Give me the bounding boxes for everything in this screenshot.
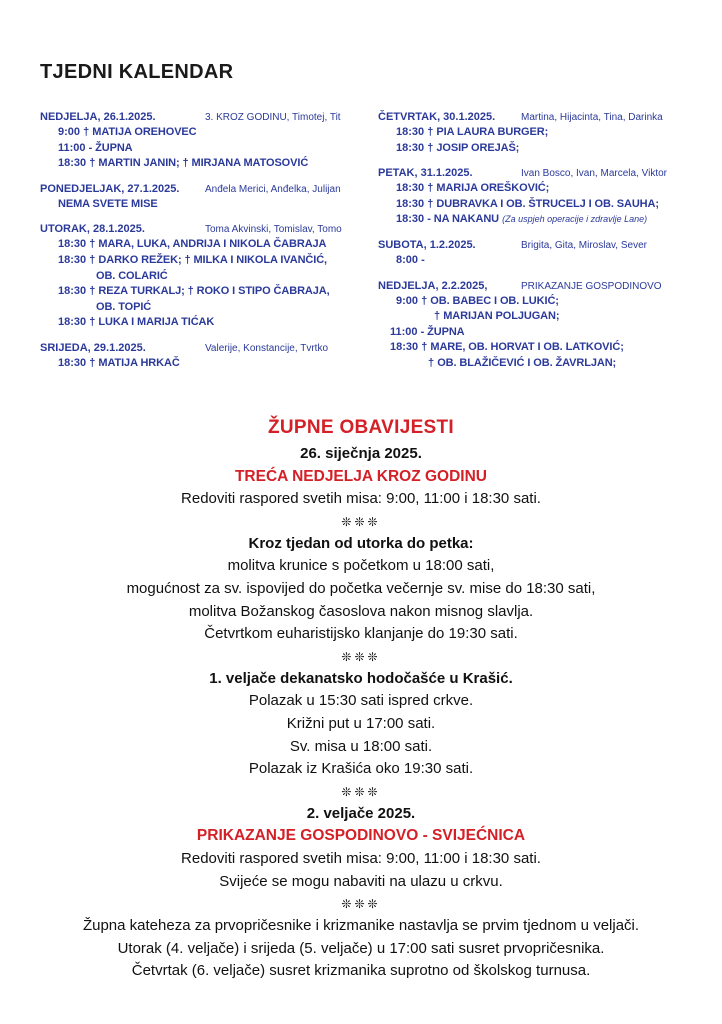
mass-intention: MATIJA HRKAČ [98,356,180,369]
cross-icon: † [434,310,444,323]
day-date: NEDJELJA, 2.2.2025, [378,279,488,292]
mass-intention: OB. BABEC I OB. LUKIĆ; [430,294,559,307]
day-date: SRIJEDA, 29.1.2025. [40,341,146,354]
day-saints: 3. KROZ GODINU, Timotej, Tit [205,112,341,123]
separator-icon: ❊❊❊ [341,514,381,529]
day-saints: Valerije, Konstancije, Tvrtko [205,342,329,354]
mass-intention: DARKO REŽEK; † MILKA I NIKOLA IVANČIĆ, [98,253,328,266]
mass-entry [40,284,370,300]
mass-note: (Za uspjeh operacije i zdravlje Lane) [502,214,648,225]
notice-line: molitva Božanskog časoslova nakon misnog slavlja. [188,602,534,620]
calendar-day [378,110,698,156]
mass-intention: - ŽUPNA [88,141,133,154]
calendar-day [40,182,370,213]
mass-intention: REZA TURKALJ; † ROKO I STIPO ČABRAJA, [98,285,330,298]
notice-line: molitva krunice s početkom u 18:00 sati, [227,557,495,575]
notice-line: mogućnost za sv. ispovijed do početka večernje sv. mise do 18:30 sati, [126,579,596,597]
mass-time: 18:30 [58,238,87,251]
parish-notices [0,413,722,983]
mass-intention: - [421,253,425,266]
notice-line: Četvrtkom euharistijsko klanjanje do 19:30 sati. [204,625,518,643]
mass-entry [378,340,698,356]
mass-intention: MARE, OB. HORVAT I OB. LATKOVIĆ; [430,341,624,354]
mass-time: 18:30 [58,285,87,298]
separator-icon: ❊❊❊ [341,649,381,664]
mass-time: 11:00 [390,325,418,338]
calendar-day [378,279,698,372]
mass-time: 18:30 [396,213,425,226]
notice-line: Redoviti raspored svetih misa: 9:00, 11:00 i 18:30 sati. [181,849,541,867]
day-date: PONEDJELJAK, 27.1.2025. [40,182,180,195]
mass-intention: DUBRAVKA I OB. ŠTRUCELJ I OB. SAUHA; [436,197,659,210]
cross-icon: † [427,126,437,138]
mass-intention: OB. COLARIĆ [96,269,168,282]
mass-time: 18:30 [58,356,87,369]
cross-icon: † [89,157,99,170]
mass-time: 18:30 [58,316,87,329]
mass-time: 11:00 [58,141,86,154]
day-date: UTORAK, 28.1.2025. [40,223,145,236]
mass-intention: JOSIP OREJAŠ; [436,141,520,154]
day-heading [378,238,698,253]
notice-line: Sv. misa u 18:00 sati. [289,737,433,755]
day-saints: Brigita, Gita, Miroslav, Sever [521,239,647,251]
mass-entry [40,156,370,172]
mass-entry [40,253,370,269]
mass-entry [378,125,698,141]
day-heading [378,110,698,125]
mass-entry [40,300,370,316]
mass-time: 18:30 [396,182,425,195]
calendar-day [40,222,370,331]
mass-entry [378,309,698,325]
mass-intention: OB. TOPIĆ [96,300,152,313]
day-heading [378,166,698,181]
notice-line: Utorak (4. veljače) i srijeda (5. veljače) u 17:00 sati susret prvopričesnika. [117,939,605,957]
mass-entry [378,294,698,310]
notice-line: Križni put u 17:00 sati. [286,714,436,732]
mass-intention: MARIJAN POLJUGAN; [443,310,560,323]
mass-entry [378,325,698,341]
cross-icon: † [89,316,99,329]
mass-entry [378,141,698,157]
mass-time: 18:30 [396,141,425,154]
day-saints: Anđela Merici, Anđelka, Julijan [205,183,341,195]
mass-entry [40,125,370,141]
mass-intention: MARTIN JANIN; † MIRJANA MATOSOVIĆ [98,157,309,170]
mass-entry [378,212,698,228]
mass-entry [40,141,370,157]
day-heading [40,222,370,237]
cross-icon: † [83,126,93,138]
mass-intention: MARIJA OREŠKOVIĆ; [436,182,550,195]
day-date: NEDJELJA, 26.1.2025. [40,111,156,123]
cross-icon: † [89,253,99,266]
mass-intention: LUKA I MARIJA TIĆAK [98,316,215,329]
day-saints: Martina, Hijacinta, Tina, Darinka [521,112,663,123]
notice-subheading: 1. veljače dekanatsko hodočašće u Krašić. [209,669,513,687]
cross-icon: † [421,341,431,354]
notice-subheading: Kroz tjedan od utorka do petka: [248,534,474,552]
mass-time: 18:30 [396,126,425,138]
mass-intention: NEMA SVETE MISE [58,197,158,210]
mass-time: 8:00 [396,253,419,266]
notice-line: Župna kateheza za prvopričesnike i krizmanike nastavlja se prvim tjednom u veljači. [82,917,640,935]
mass-entry [378,181,698,197]
day-heading [40,182,370,197]
mass-intention: PIA LAURA BURGER; [436,126,549,138]
notice-subheading: 26. siječnja 2025. [300,445,422,462]
mass-entry [40,197,370,213]
calendar-right-column [378,110,698,382]
mass-entry [378,356,698,372]
mass-time: 9:00 [396,294,419,307]
calendar-left-column [40,110,370,382]
cross-icon: † [89,238,99,251]
day-date: SUBOTA, 1.2.2025. [378,238,476,251]
notice-subheading: 2. veljače 2025. [306,804,416,822]
day-saints: PRIKAZANJE GOSPODINOVO [521,280,662,292]
mass-time: 18:30 [396,197,425,210]
cross-icon: † [427,182,437,195]
notice-line: Svijeće se mogu nabaviti na ulazu u crkvu. [219,872,503,890]
mass-intention: MARA, LUKA, ANDRIJA I NIKOLA ČABRAJA [98,238,327,251]
cross-icon: † [89,285,99,298]
cross-icon: † [427,141,437,154]
mass-entry [40,237,370,253]
notice-line: Polazak u 15:30 sati ispred crkve. [248,692,474,710]
mass-intention: - ŽUPNA [420,325,465,338]
notice-line: Četvrtak (6. veljače) susret krizmanika suprotno od školskog turnusa. [131,962,591,980]
day-heading [40,341,370,356]
mass-entry [40,356,370,372]
cross-icon: † [428,356,438,369]
cross-icon: † [89,356,99,369]
separator-icon: ❊❊❊ [341,897,381,912]
mass-time: 9:00 [58,126,81,138]
calendar-day [40,341,370,372]
day-saints: Toma Akvinski, Tomislav, Tomo [205,224,342,236]
mass-time: 18:30 [390,341,419,354]
cross-icon: † [421,294,431,307]
page-title: TJEDNI KALENDAR [40,61,234,83]
mass-intention: MATIJA OREHOVEC [92,126,197,138]
mass-entry [40,269,370,285]
day-date: ČETVRTAK, 30.1.2025. [378,111,496,123]
notices-heading: ŽUPNE OBAVIJESTI [267,417,455,438]
mass-intention: - NA NAKANU [427,213,500,226]
day-heading [378,279,698,294]
cross-icon: † [427,197,437,210]
calendar-day [378,238,698,269]
calendar-day [40,110,370,172]
day-saints: Ivan Bosco, Ivan, Marcela, Viktor [521,168,667,180]
day-heading [40,110,370,125]
notice-feast-title: PRIKAZANJE GOSPODINOVO - SVIJEĆNICA [196,827,526,845]
mass-entry [378,253,698,269]
mass-intention: OB. BLAŽIČEVIĆ I OB. ŽAVRLJAN; [437,356,617,369]
calendar-day [378,166,698,228]
mass-time: 18:30 [58,157,87,170]
notice-line: Redoviti raspored svetih misa: 9:00, 11:00 i 18:30 sati. [181,490,541,508]
separator-icon: ❊❊❊ [341,784,381,799]
mass-entry [378,197,698,213]
mass-time: 18:30 [58,253,87,266]
notice-line: Polazak iz Krašića oko 19:30 sati. [248,760,474,778]
day-date: PETAK, 31.1.2025. [378,167,473,180]
notice-feast-title: TREĆA NEDJELJA KROZ GODINU [234,467,488,485]
mass-entry [40,315,370,331]
